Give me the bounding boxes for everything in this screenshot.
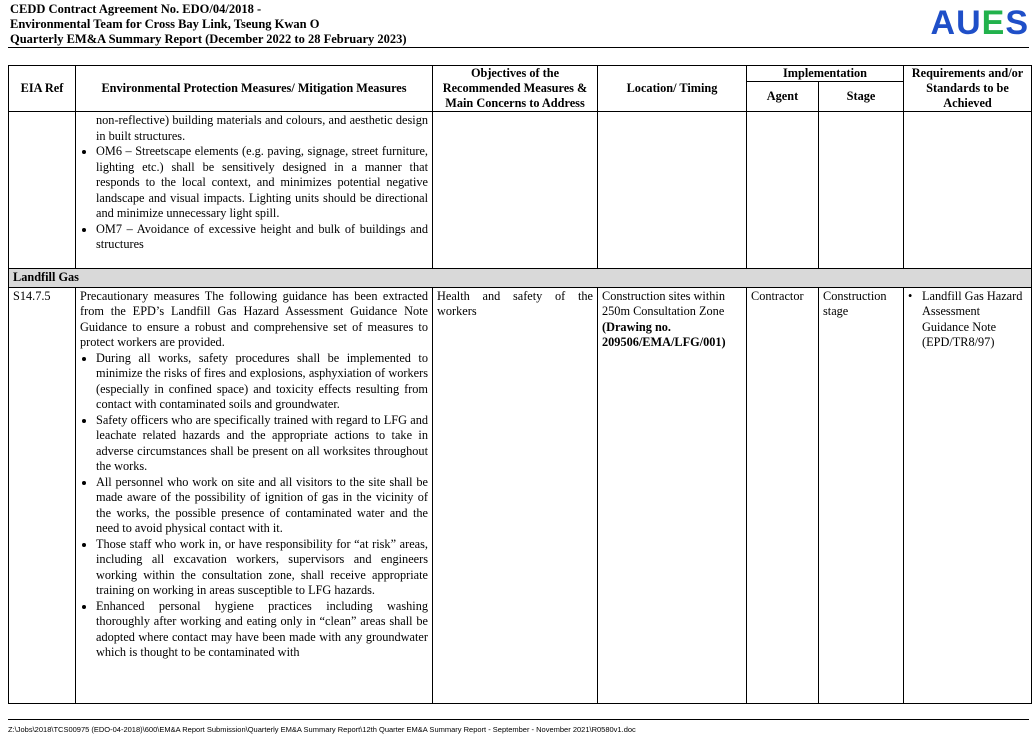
col-objectives: Objectives of the Recommended Measures & Main Concerns to Address	[433, 66, 598, 112]
col-implementation: Implementation	[747, 66, 904, 82]
requirement-cell	[904, 287, 1032, 703]
file-path-footer: Z:\Jobs\2018\TCS00975 (EDO-04-2018)\600\EM&A Report Submission\Quarterly EM&A Summary Report\12th Quarter EM&A Summary Report - September - November 2021\R0580v1.doc	[8, 725, 636, 734]
objective-cell: Health and safety of the workers	[433, 287, 598, 703]
lfg-intro: Precautionary measures The following guidance has been extracted from the EPD’s Landfill Gas Hazard Assessment Guidance Note Guidance to ensure a robust and comprehensive set of measures to protect workers are provided.	[80, 288, 428, 349]
bullet-icon: •	[908, 288, 913, 303]
col-agent: Agent	[747, 82, 819, 112]
list-item: • During all works, safety procedures shall be implemented to minimize the risks of fires and explosions, asphyxiation of workers (especially in confined space) and toxicity effects resulting from contact with contaminated soils and groundwater.	[96, 351, 428, 413]
section-row	[9, 269, 1032, 288]
table-row	[9, 112, 1032, 269]
list-item: • Those staff who work in, or have responsibility for “at risk” areas, including all excavation workers, supervisors and engineers working within the consultation zone, shall receive appropriate training on working in areas susceptible to LFG hazards.	[96, 537, 428, 599]
continued-measures-cell	[76, 112, 433, 269]
footer-divider	[8, 719, 1029, 720]
list-item: • Enhanced personal hygiene practices including washing thoroughly after working and eating only in “clean” areas shall be adopted where contact may have been made with any groundwater which is thought to be contaminated with	[96, 599, 428, 661]
col-requirements: Requirements and/or Standards to be Achieved	[904, 66, 1032, 112]
list-item: • Safety officers who are specifically trained with regard to LFG and leachate related hazards and the appropriate actions to take in adverse circumstances shall be present on all worksites throughout the works.	[96, 413, 428, 475]
eia-ref-cell: S14.7.5	[9, 287, 76, 703]
col-measures: Environmental Protection Measures/ Mitigation Measures	[76, 66, 433, 112]
location-cell	[598, 287, 747, 703]
col-stage: Stage	[819, 82, 904, 112]
table-row	[9, 287, 1032, 703]
aues-logo: AUES	[930, 4, 1029, 42]
report-title: Quarterly EM&A Summary Report (December 2022 to 28 February 2023)	[10, 32, 407, 46]
continued-intro: non-reflective) building materials and colours, and aesthetic design in built structures.	[96, 113, 428, 143]
lfg-measures-cell	[76, 287, 433, 703]
col-location: Location/ Timing	[598, 66, 747, 112]
section-title-landfill-gas: Landfill Gas	[9, 269, 1032, 288]
list-item: • OM6 – Streetscape elements (e.g. paving, signage, street furniture, lighting etc.) shall be sensitively designed in a manner that responds to the local context, and minimizes potential negative landscape and visual impacts. Lighting units should be directional and minimize unnecessary light spill.	[96, 144, 428, 222]
drawing-ref: (Drawing no. 209506/EMA/LFG/001)	[602, 319, 726, 349]
requirement-text: Landfill Gas Hazard Assessment Guidance Note (EPD/TR8/97)	[922, 288, 1023, 349]
list-item: • All personnel who work on site and all visitors to the site shall be made aware of the possibility of ignition of gas in the vicinity of the works, the possible presence of contaminated water and the need to avoid physical contact with it.	[96, 475, 428, 537]
report-header	[10, 2, 407, 47]
contract-line: CEDD Contract Agreement No. EDO/04/2018 -	[10, 2, 262, 16]
team-line: Environmental Team for Cross Bay Link, Tseung Kwan O	[10, 17, 320, 31]
col-eia-ref: EIA Ref	[9, 66, 76, 112]
list-item: • OM7 – Avoidance of excessive height and bulk of buildings and structures	[96, 222, 428, 253]
mitigation-table	[8, 65, 1032, 704]
agent-cell: Contractor	[747, 287, 819, 703]
stage-cell: Construction stage	[819, 287, 904, 703]
header-divider	[8, 47, 1029, 48]
location-text: Construction sites within 250m Consultation Zone	[602, 288, 725, 318]
